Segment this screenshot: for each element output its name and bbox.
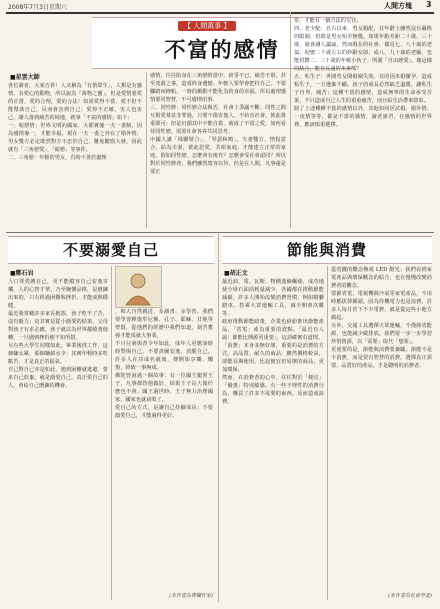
main-article-col1: 各位讀者，大家吉祥！人又稱為「有情眾生」，人類是有感情、有愛心的動物，所以說為「萬物之靈」。但是愛情要愛的正當，愛的合理，愛的合法！如果愛得不當，愛不但不能幫助自己，反而會害到自己；愛得不正確，害人也害己，讓人落到痛苦的境地。就事「不富的感情」如下： 一、暗戀情：世界文明的國家，大都實施一夫一妻制，因為感情專一，才能幸福。現在一夫一妻之外有了婚外情，男女雙方必定既然對方不忠於自己，難免醋勁大發，因此就有「三角戀愛」、「暗戀」等事件。 二、三角戀：年輕的男女，有時不善於處理 bbox=[8, 83, 142, 161]
article2-title: 不要溺愛自己 bbox=[62, 241, 159, 259]
article3-author: ■胡正文 bbox=[224, 270, 248, 277]
main-article-title: 不富的感情 bbox=[164, 37, 280, 62]
column-tag: 【 人間萬事 】 bbox=[178, 21, 236, 31]
article3-col1: 最近油、電、瓦斯、物價連續飆漲，成功地使全球石油消耗量減少，各國都在推動節能減碳。許多人開始改變消費習慣，例如騎腳踏車、搭乘大眾運輸工具、減少開車次數等。 政府推動節能政策，企業也紛紛推出節能產品，「省電」成為重要的賣點。「最近有人說：節能比開源更重要」，這話確實有道理。 「消費」本身並無好壞，重要的是消費的方式。高品質、耐久的商品，雖然價格較高，卻能長期使用，比起便宜但易壞的商品，更加環保。 然而，在消費者的心中，往往對於「便宜」「優惠」特別敏感。有一些不理性的消費行為，購買了許多不需要的東西，反而造成浪費。 bbox=[222, 279, 324, 405]
column-divider bbox=[111, 266, 112, 600]
section-name: 人間方塊 bbox=[384, 2, 412, 10]
column-divider bbox=[146, 72, 147, 228]
column-divider bbox=[290, 12, 291, 228]
article3-title: 節能與消費 bbox=[286, 241, 367, 259]
page-number: 3 bbox=[426, 0, 432, 9]
article2-author-note: (本作者為專欄作家) bbox=[169, 593, 213, 599]
section-separator bbox=[6, 232, 434, 233]
article3-author-note: (本作者為社會學者) bbox=[388, 593, 432, 599]
main-article-col3: 常，才能有一個合法的交往。 四、老少配：自古以來，男女婚配，在年齡上雖然沒有嚴格的限制，但總是男女相差無幾。如果年齡差距二十歲、三十歲，就會讓人議論，然而現在的社會，偶見七、八十歲的老翁，迎娶二十歲左右的妙齡女郎；或八、九十歲的老嫗，也能招贅二、三十歲的年輕小伙子。所謂「自由戀愛」，像這樣的結合，能有長遠的未來嗎？ 五、私生子：世間男女間婚姻失敗，有的因未婚懷孕，造成私生子，一方遺棄不顧，孩子的成長必然缺乏溫暖，讓私生子自卑、痛苦；這種不當的感情，造成無辜的生命承受苦果，不只造成自己人生的重重痛苦，而且給生活帶來陰影。 除了上述種種不當的感情以外，其他如同居試婚、婚外情、一夜情等等，都是不當的感情，讀者諸君，在感情的世界裡，應該慎重選擇。 bbox=[294, 18, 432, 128]
article2-illustration bbox=[115, 266, 162, 308]
article3-col2: 從省錢的概念換成 LED 燈光；我們看到家電產品與環保概念的結合，也在慢慢改變消費者的觀念。 要節省電，電視機與冷氣等家電產品，不用時應拔掉插頭，因為待機電力也是浪費。許多人每月省下不少電費，就是從這些小地方做起。 另外，交通工具選擇大眾運輸，不僅節省能源，也能減少碳排放。我們要一步一步學習珍惜資源，以「需要」取代「想要」。 更重要的是，節能與消費要兼顧。節能不是不消費，而是要有智慧的消費。選擇真正需要、品質好的產品，才是聰明的消費者。 bbox=[331, 267, 432, 369]
article2-author: ■鄭石岩 bbox=[10, 270, 34, 277]
column-divider bbox=[218, 234, 219, 602]
article2-col1: 人口要愛護自己，更不能縱容自己安逸享樂。人的心智才華，乃至胸懷品格，是磨鍊出來的，只有經過困難與挫折，才能成熟穩健。 最近我常聽許多家長抱怨，孩子吃不了苦，沒有毅力；這其實是從小溺愛的結果。父母對孩子有求必應，孩子就以為世界都繞著他轉，一旦遇到挫折便不知所措。 另有些大學生同樣如此，畢業後找工作，這個嫌太累，那個嫌薪水少；其實年輕時多吃點苦，才是真正的福氣。 自己對自己亦是如此，遇到困難就逃避、要求自己放棄，就是溺愛自己。真正愛自己的人，會給自己磨鍊的機會。 bbox=[8, 279, 108, 389]
article2-col2: ，和大自然親近，多讀書、多學習。我們要學習釋迦牟尼佛、孔子、耶穌、甘地等聖賢，從他們的經歷中我們知道，刻苦奮發才能成就大事業。 不只兒童與青少年如此，成年人更應該時時警惕自己，不要貪圖安逸、放縱自己。許多人在功成名就後，便開始享樂、懶惰，終致一事無成。 佛陀曾說過一個故事：有一位國王寵愛王子，凡事都替他做好，結果王子長大後什麼也不會。國王過世時，王子無力治理國家，國家也就衰敗了。 愛自己的方式，是讓自己持續成長；不要溺愛自己，才能過得更好。 bbox=[115, 309, 213, 419]
column-divider bbox=[327, 266, 328, 600]
main-article-col2: 感情，往往陷身在三角戀情當中，紛爭不已，痛苦不堪，甚至兇殺之事，造成終身遺憾。年輕人要學會把持自己，不要腳踏兩條船，一時的衝動不能化為終身的幸福。所以處理感情要用智慧，不可感情用事。 三、同性戀：同性戀合法與否，社會上爭議不斷。同性之間互相愛慕並非罪過，只要不傷害他人、不妨害社會，彼此尊重即可；但是沉溺其中不能自拔，就成了不當之愛。如何看待同性戀，需要社會各界共同思考。 中國人講「珠聯璧合」、「琴瑟和鳴」，夫妻雙方、情投意合，結為夫妻，彼此恩愛，共組家庭，才能建立正常的家庭。假如同性戀，怎麼會有後代？怎麼會受社會認同？所以對於同性戀者，我們雖然寬容以待，但是在人間，凡事還是要正 bbox=[150, 73, 286, 175]
header-rule bbox=[6, 12, 434, 14]
main-article-author: ■星雲大師 bbox=[10, 74, 40, 81]
issue-date: 2008年7月3日星期六 bbox=[8, 4, 67, 11]
